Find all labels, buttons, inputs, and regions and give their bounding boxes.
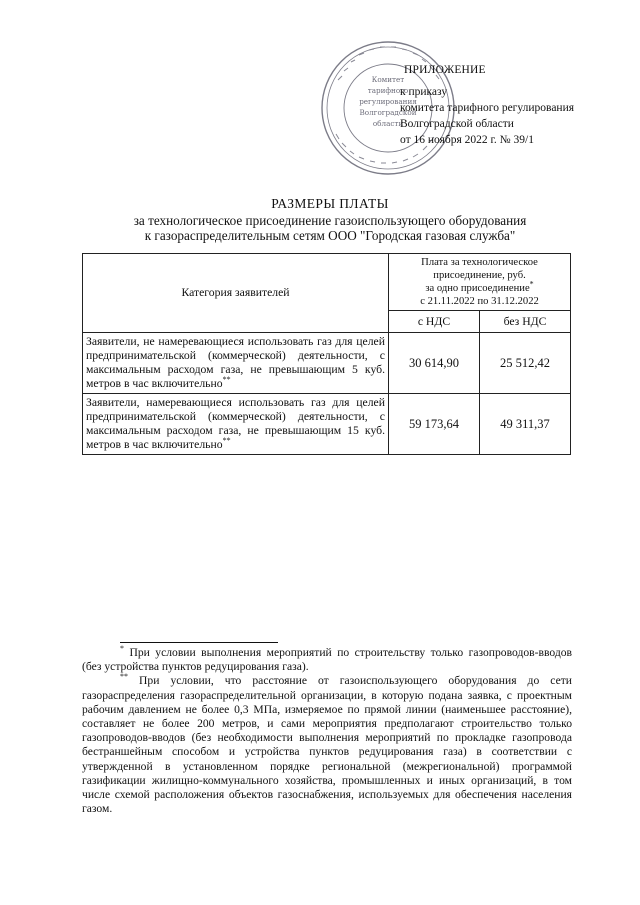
footnotes [82,646,572,816]
row-2-footnote-mark: ** [222,436,231,446]
row-2-without-vat: 49 311,37 [480,394,571,455]
header-fee-line-3 [392,279,567,295]
header-fee-line-3-text: за одно присоединение [425,283,530,294]
appendix-line-3: Волгоградской области [400,118,514,130]
footnote-2 [82,674,572,816]
appendix-date-number: от 16 ноября 2022 г. № 39/1 [400,134,534,146]
row-1-without-vat: 25 512,42 [480,333,571,394]
title-main: РАЗМЕРЫ ПЛАТЫ [271,196,389,211]
title-line-3: к газораспределительным сетям ООО "Городская газовая служба" [144,228,516,243]
header-period: с 21.11.2022 по 31.12.2022 [420,296,539,307]
title-line-2: за технологическое присоединение газоиспользующего оборудования [133,213,527,228]
footnote-divider [120,642,278,643]
document-title [60,196,600,243]
row-2-category-text: Заявители, намеревающиеся использовать газ для целей предпринимательской (коммерческой) деятельности, с максимальным расходом газа, не превышающим 15 куб. метров в час включительно [86,396,385,451]
stamp-line-2: тарифного [367,86,409,95]
appendix-block [400,62,620,148]
footnote-1 [82,646,572,674]
header-fee [389,254,571,311]
header-with-vat: с НДС [389,311,480,333]
row-1-footnote-mark: ** [222,375,231,385]
appendix-heading: ПРИЛОЖЕНИЕ [404,64,486,76]
row-1-category-text: Заявители, не намеревающиеся использовать газ для целей предпринимательской (коммерческой) деятельности, с максимальным расходом газа, не превышающим 5 куб. метров в час включительно [86,335,385,390]
row-2-category [83,394,389,455]
footnote-2-text: При условии, что расстояние от газоиспользующего оборудования до сети газораспределения газораспределительной организации, в которую подана заявка, с проектным рабочим давлением не более 0,3 МПа, измеряемое по прямой линии (наименьшее расстояние), составляет не более 200 метров, и сами мероприятия предполагают строительство только газопроводов-вводов (без необходимости выполнения мероприятий по прокладке газопровода бестраншейным способом и устройства пунктов редуцирования газа) в соответствии с утвержденной в установленном порядке региональной (межрегиональной) программой газификации жилищно-коммунального хозяйства, промышленных и иных организаций, в том числе схемой расположения объектов газоснабжения, используемых для обеспечения населения газом. [82,674,572,816]
stamp-line-4: Волгоградской [359,108,417,117]
stamp-line-3: регулирования [359,97,417,106]
table-row [83,394,571,455]
header-fee-line-2: присоединение, руб. [433,270,526,281]
appendix-line-1: к приказу [400,86,448,98]
appendix-line-2: комитета тарифного регулирования [400,102,575,114]
header-fee-footnote-mark: * [529,279,534,289]
row-1-category [83,333,389,394]
footnote-2-mark: ** [120,672,128,682]
row-2-with-vat: 59 173,64 [389,394,480,455]
stamp-line-5: области [372,119,404,128]
table-row [83,333,571,394]
footnote-1-mark: * [120,644,124,654]
footnote-1-text: При условии выполнения мероприятий по строительству только газопроводов-вводов (без устройства пунктов редуцирования газа). [82,646,572,674]
fees-table [82,253,571,455]
header-category: Категория заявителей [83,254,389,333]
stamp-line-1: Комитет [371,75,405,84]
table-header-row [83,254,571,311]
row-1-with-vat: 30 614,90 [389,333,480,394]
header-fee-line-1: Плата за технологическое [421,257,538,268]
header-without-vat: без НДС [480,311,571,333]
